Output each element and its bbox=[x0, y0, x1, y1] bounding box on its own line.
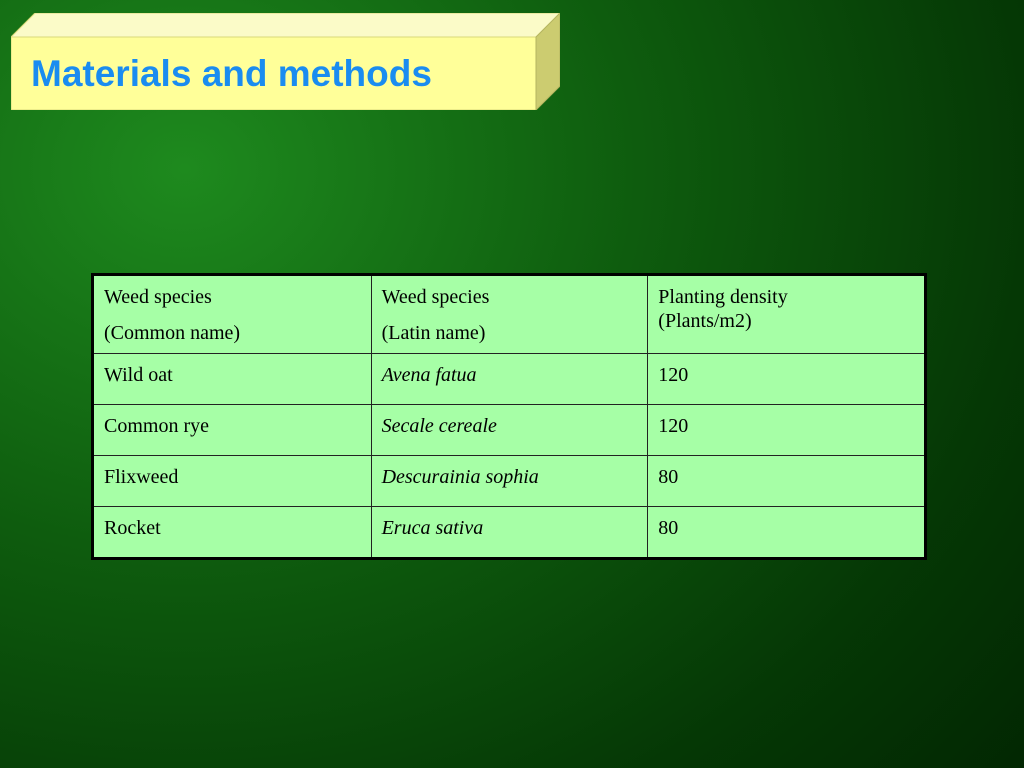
header-label: Weed species bbox=[104, 286, 212, 308]
cell-latin-name: Eruca sativa bbox=[371, 507, 648, 559]
cell-density: 120 bbox=[648, 405, 926, 456]
header-common-name bbox=[93, 275, 372, 354]
table-row bbox=[93, 354, 926, 405]
cell-density: 80 bbox=[648, 507, 926, 559]
table-header-row bbox=[93, 275, 926, 354]
header-sublabel: (Latin name) bbox=[381, 322, 486, 344]
cell-density: 80 bbox=[648, 456, 926, 507]
table-row bbox=[93, 507, 926, 559]
header-latin-name bbox=[371, 275, 648, 354]
cell-density: 120 bbox=[648, 354, 926, 405]
header-label: Planting density bbox=[658, 286, 788, 308]
header-label: Weed species bbox=[381, 286, 490, 308]
page-title: Materials and methods bbox=[31, 53, 432, 94]
weed-species-table bbox=[91, 273, 927, 560]
header-sublabel: (Plants/m2) bbox=[658, 310, 752, 332]
cell-latin-name: Secale cereale bbox=[371, 405, 648, 456]
cell-common-name: Wild oat bbox=[93, 354, 372, 405]
cell-latin-name: Avena fatua bbox=[371, 354, 648, 405]
cell-common-name: Common rye bbox=[93, 405, 372, 456]
header-sublabel: (Common name) bbox=[104, 322, 241, 344]
cell-common-name: Flixweed bbox=[93, 456, 372, 507]
cell-common-name: Rocket bbox=[93, 507, 372, 559]
table-row bbox=[93, 456, 926, 507]
cell-latin-name: Descurainia sophia bbox=[371, 456, 648, 507]
header-planting-density bbox=[648, 275, 926, 354]
title-box bbox=[11, 13, 560, 110]
table-row bbox=[93, 405, 926, 456]
